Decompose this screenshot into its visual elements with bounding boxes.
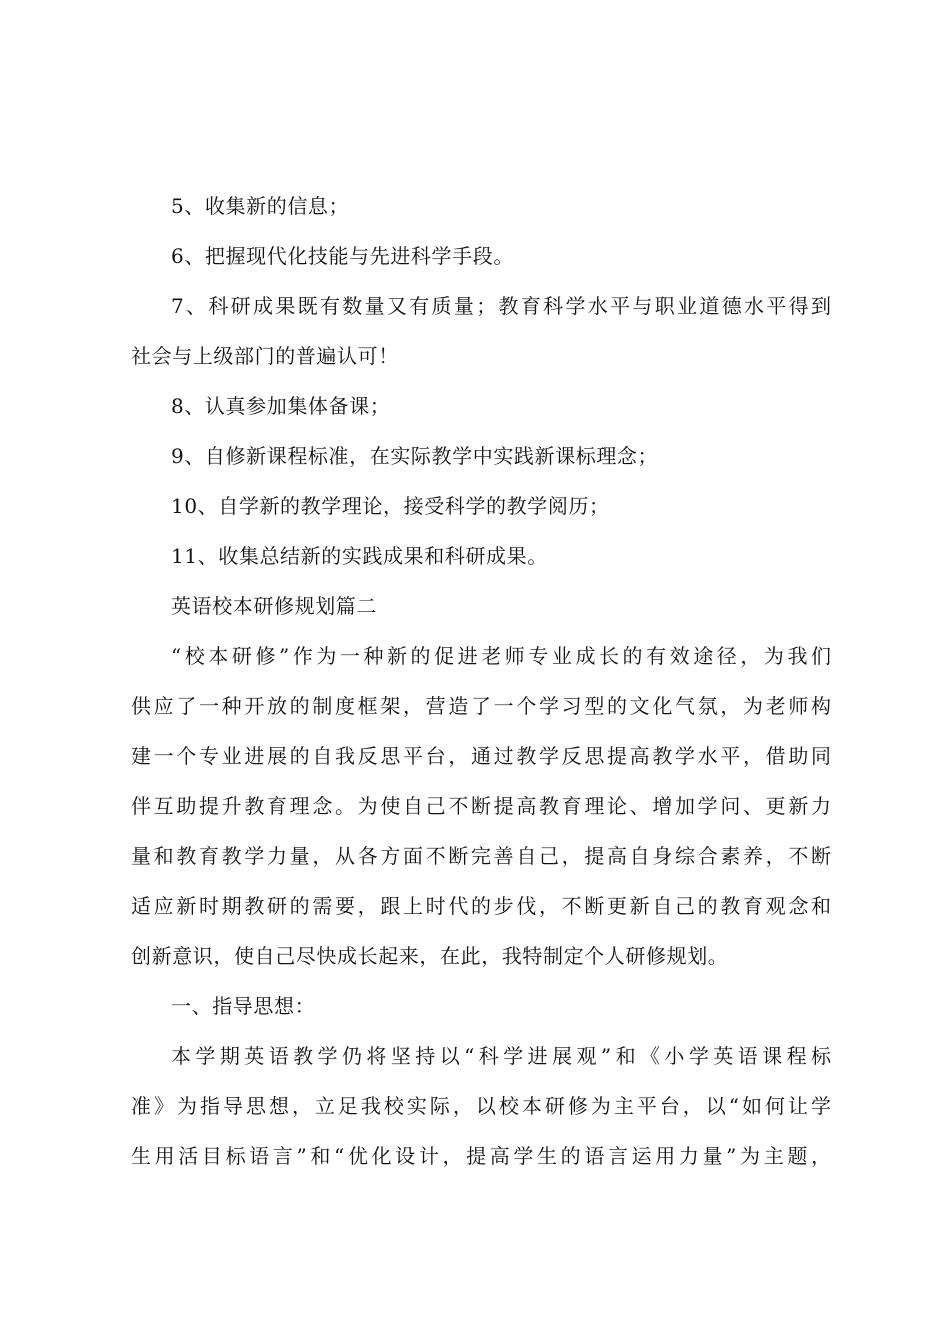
list-item-8: 8、认真参加集体备课； [171, 394, 391, 418]
intro-paragraph-line-5: 量和教育教学力量，从各方面不断完善自己，提高自身综合素养，不断 [131, 844, 831, 868]
subheading-guiding-ideology: 一、指导思想： [171, 994, 316, 1018]
intro-paragraph-line-7: 创新意识，使自己尽快成长起来，在此，我特制定个人研修规划。 [131, 944, 729, 968]
list-item-9: 9、自修新课程标准，在实际教学中实践新课标理念； [171, 444, 659, 468]
guiding-paragraph-line-2: 准》为指导思想，立足我校实际，以校本研修为主平台，以“如何让学 [131, 1094, 831, 1118]
intro-paragraph-line-4: 伴互助提升教育理念。为使自己不断提高教育理论、增加学问、更新力 [131, 794, 831, 818]
intro-paragraph-line-2: 供应了一种开放的制度框架，营造了一个学习型的文化气氛，为老师构 [131, 694, 831, 718]
list-item-5: 5、收集新的信息； [171, 194, 350, 218]
intro-paragraph-line-3: 建一个专业进展的自我反思平台，通过教学反思提高教学水平，借助同 [131, 744, 831, 768]
intro-paragraph-line-1: “校本研修”作为一种新的促进老师专业成长的有效途径，为我们 [171, 644, 831, 668]
list-item-10: 10、自学新的教学理论，接受科学的教学阅历； [171, 494, 610, 518]
list-item-6: 6、把握现代化技能与先进科学手段。 [171, 244, 514, 268]
list-item-7-line-2: 社会与上级部门的普遍认可！ [131, 344, 399, 368]
intro-paragraph-line-6: 适应新时期教研的需要，跟上时代的步伐，不断更新自己的教育观念和 [131, 894, 831, 918]
guiding-paragraph-line-3: 生用活目标语言”和“优化设计，提高学生的语言运用力量”为主题， [131, 1144, 831, 1168]
list-item-11: 11、收集总结新的实践成果和科研成果。 [171, 544, 548, 568]
list-item-7-line-1: 7、科研成果既有数量又有质量；教育科学水平与职业道德水平得到 [171, 294, 831, 318]
guiding-paragraph-line-1: 本学期英语教学仍将坚持以“科学进展观”和《小学英语课程标 [171, 1044, 831, 1068]
section-title: 英语校本研修规划篇二 [171, 594, 377, 618]
